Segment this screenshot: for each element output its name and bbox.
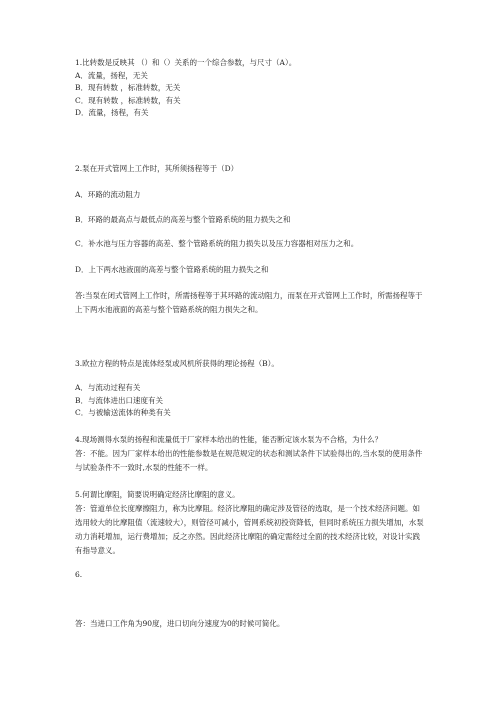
question-3-option-a: A．与流动过程有关 [75,383,141,392]
question-1-option-a: A．流量，扬程，无关 [75,70,148,80]
question-2-option-d: D．上下两水池液面的高差与整个管路系统的阻力损失之和 [75,265,269,274]
question-1-option-c: C．现有转数 ，标准转数，有关 [75,95,181,105]
question-5-text: 5.何谓比摩阻，简要说明确定经济比摩阻的意义。 [75,490,240,499]
question-1-text: 1.比转数是反映其 （）和（）关系的一个综合参数，与尺寸（A）。 [75,58,297,67]
question-5 [75,488,427,558]
question-2-option-b: B．环路的最高点与最低点的高差与整个管路系统的阻力损失之和 [75,215,291,224]
question-3-options [75,382,427,420]
question-2 [75,163,427,176]
question-3-option-b: B．与流体进出口速度有关 [75,395,164,405]
question-4-text: 4.现场测得水泵的扬程和流量低于厂家样本给出的性能，能否断定该水泵为不合格，为什么？ [75,435,383,444]
question-3-text: 3.欧拉方程的特点是流体经泵或风机所获得的理论扬程（B）。 [75,359,279,368]
question-1-option-d: D．流量，扬程，有关 [75,108,149,117]
question-1 [75,57,427,120]
question-4-answer: 答：不能。因为厂家样本给出的性能参数是在规范规定的状态和测试条件下试验得出的,当水泵的使用条件与试验条件不一致时,水泵的性能不一样。 [75,449,423,472]
question-2-option-c: C．补水池与压力容器的高差、整个管路系统的阻力损失以及压力容器相对压力之和。 [75,239,359,248]
question-6-answer: 答：当进口工作角为90度，进口切向分速度为0的时候可简化。 [75,619,285,628]
question-3-option-c: C．与被输送流体的种类有关 [75,408,171,417]
question-3 [75,358,427,371]
question-2-option-a: A．环路的流动阻力 [75,190,141,199]
question-6-number: 6. [75,570,83,579]
question-4 [75,433,427,475]
question-2-text: 2.泵在开式管网上工作时，其所须扬程等于（D） [75,164,239,173]
question-5-answer: 答：管道单位长度摩擦阻力，称为比摩阻。经济比摩阻的确定涉及管径的选取，是一个技术经济问题。如选用较大的比摩阻值（流速较大），则管径可减小，管网系统初投资降低，但同时系统压力损失增加，水泵动力消耗增加，运行费增加；反之亦然。因此经济比摩阻的确定需经过全面的技术经济比较，对设计实践有指导意义。 [75,504,424,555]
question-1-option-b: B．现有转数 ，标准转数，无关 [75,83,181,92]
question-2-answer: 答:当泵在闭式管网上工作时，所需扬程等于其环路的流动阻力，而泵在开式管网上工作时，所需扬程等于上下两水池液面的高差与整个管路系统的阻力损失之和。 [75,291,423,314]
